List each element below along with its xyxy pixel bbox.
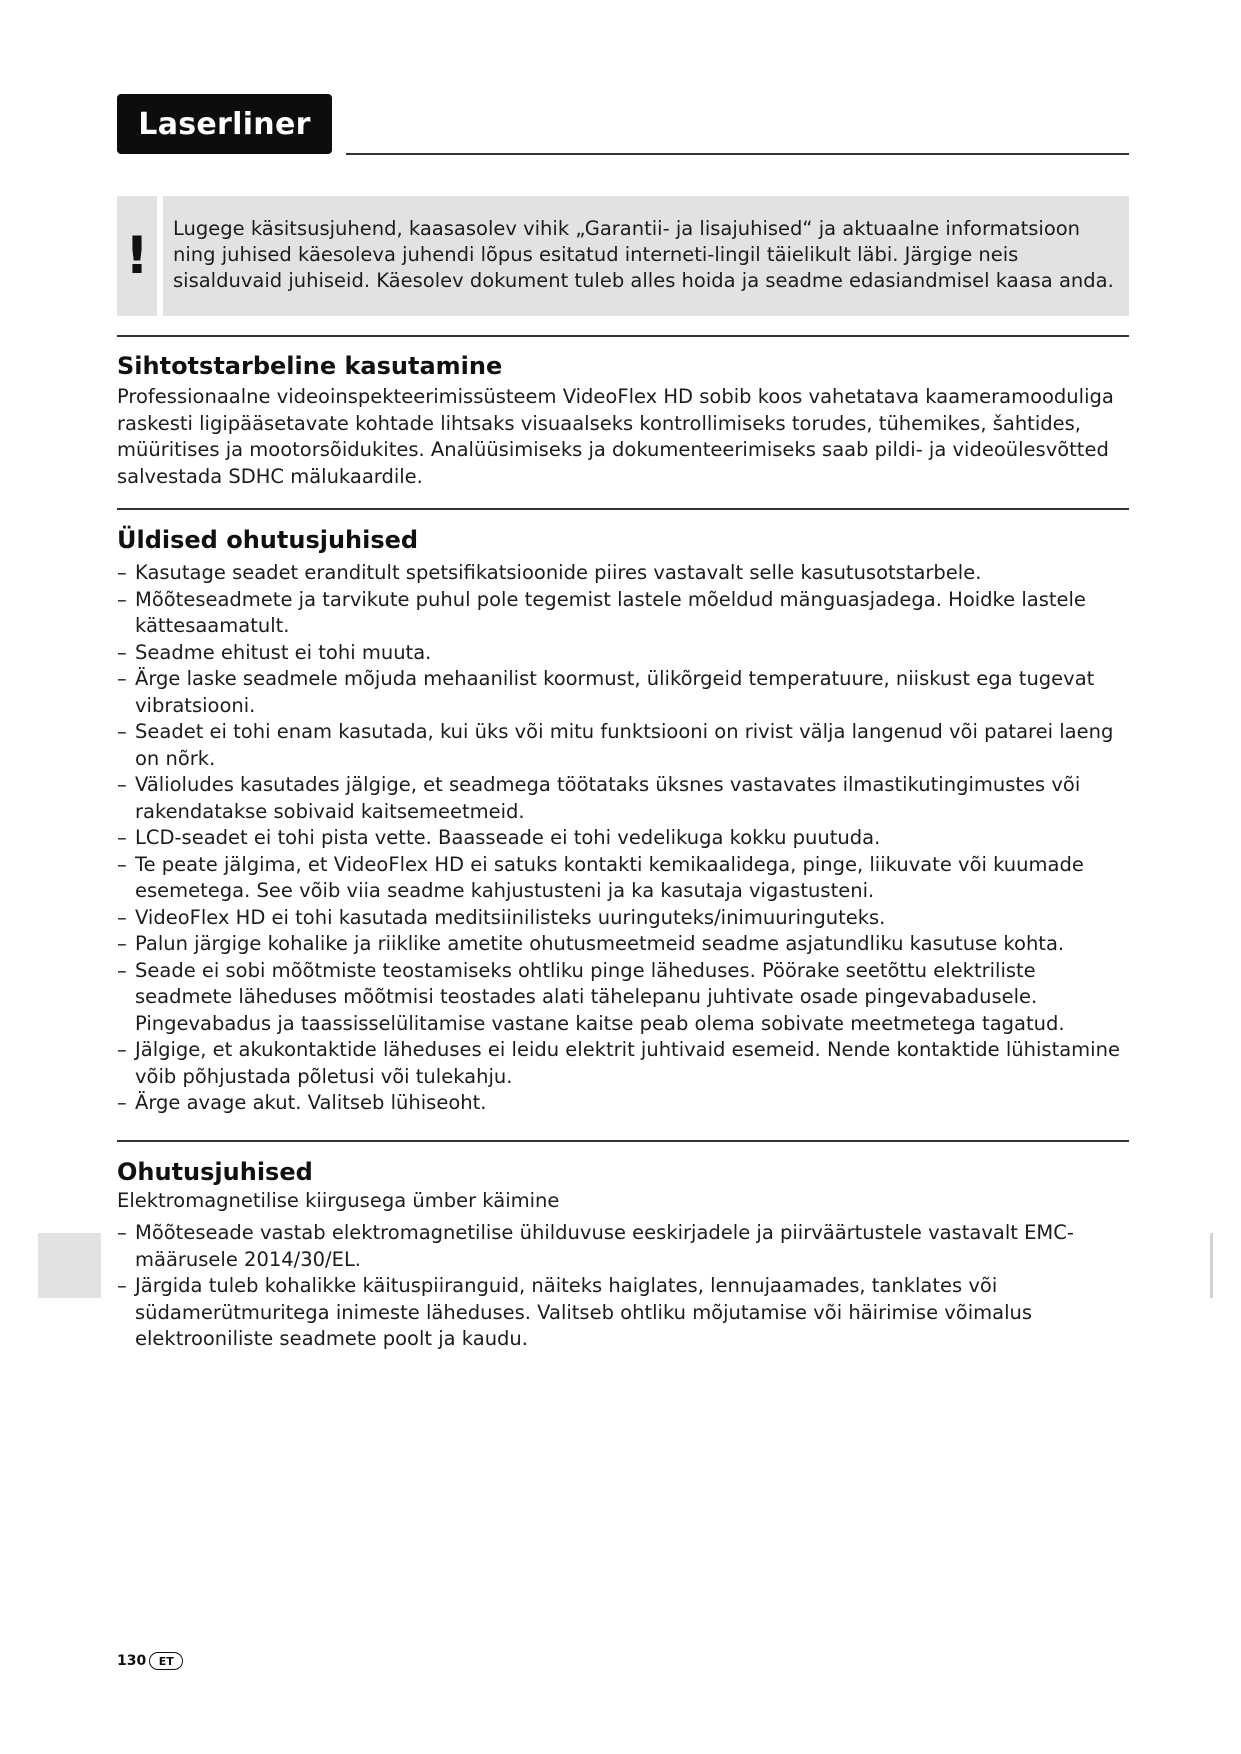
list-item: – Te peate jälgima, et VideoFlex HD ei satuks kontakti kemikaalidega, pinge, liikuvate või kuumade esemetega. See võib viia seadme kahjustusteni ja ka kasutaja vigastusteni. (117, 852, 1129, 905)
page-number: 130 (117, 1653, 147, 1669)
intended-use-section (117, 350, 1129, 490)
section-divider (117, 1140, 1129, 1142)
language-badge: ET (149, 1652, 183, 1670)
intended-use-heading: Sihtotstarbeline kasutamine (117, 352, 503, 380)
list-item: – VideoFlex HD ei tohi kasutada meditsiinilisteks uuringuteks/inimuuringuteks. (117, 905, 1129, 932)
safety-section (117, 1156, 1129, 1353)
safety-list (117, 1220, 1129, 1353)
list-item: – Ärge laske seadmele mõjuda mehaanilist koormust, ülikõrgeid temperatuure, niiskust ega tugevat vibratsiooni. (117, 666, 1129, 719)
list-item: – Järgida tuleb kohalikke käituspiiranguid, näiteks haiglates, lennujaamades, tanklates või südamerütmuritega inimeste läheduses. Valitseb ohtliku mõjutamise või häirimise võimalus elektrooniliste seadmete poolt ja kaudu. (117, 1273, 1129, 1353)
side-tab (38, 1233, 101, 1298)
general-safety-list (117, 560, 1129, 1117)
list-item: – Seadet ei tohi enam kasutada, kui üks või mitu funktsiooni on rivist välja langenud või patarei laeng on nõrk. (117, 719, 1129, 772)
general-safety-section (117, 524, 1129, 1117)
safety-heading: Ohutusjuhised (117, 1158, 313, 1186)
notice-text: Lugege käsitsusjuhend, kaasasolev vihik „Garantii- ja lisajuhised“ ja aktuaalne informatsioon ning juhised käesoleva juhendi lõpus esitatud interneti-lingil täielikult läbi. Järgige neis sisalduvaid juhiseid. Käesolev dokument tuleb alles hoida ja seadme edasiandmisel kaasa anda. (163, 196, 1129, 316)
list-item: – Seade ei sobi mõõtmiste teostamiseks ohtliku pinge läheduses. Pöörake seetõttu elektriliste seadmete läheduses mõõtmisi teostades alati tähelepanu juhtivate osade pingevabadusele. Pingevabadus ja taassisselülitamise vastane kaitse peab olema sobivate meetmetega tagatud. (117, 958, 1129, 1038)
list-item: – Ärge avage akut. Valitseb lühiseoht. (117, 1090, 1129, 1117)
list-item: – Kasutage seadet eranditult spetsifikatsioonide piires vastavalt selle kasutusotstarbele. (117, 560, 1129, 587)
page-footer (117, 1652, 183, 1670)
list-item: – Seadme ehitust ei tohi muuta. (117, 640, 1129, 667)
section-divider (117, 508, 1129, 510)
safety-subheading: Elektromagnetilise kiirgusega ümber käimine (117, 1189, 560, 1212)
laserliner-logo: Laserliner (117, 94, 332, 154)
list-item: – LCD-seadet ei tohi pista vette. Baasseade ei tohi vedelikuga kokku puutuda. (117, 825, 1129, 852)
section-divider (117, 335, 1129, 337)
notice-block (117, 196, 1129, 316)
header-rule (346, 153, 1129, 155)
exclamation-icon: ! (117, 196, 157, 316)
general-safety-heading: Üldised ohutusjuhised (117, 526, 419, 554)
list-item: – Palun järgige kohalike ja riiklike ametite ohutusmeetmeid seadme asjatundliku kasutuse kohta. (117, 931, 1129, 958)
list-item: – Jälgige, et akukontaktide läheduses ei leidu elektrit juhtivaid esemeid. Nende kontaktide lühistamine võib põhjustada põletusi või tulekahju. (117, 1037, 1129, 1090)
intended-use-text: Professionaalne videoinspekteerimissüsteem VideoFlex HD sobib koos vahetatava kaameramooduliga raskesti ligipääsetavate kohtade lihtsaks visuaalseks kontrollimiseks torudes, tühemikes, šahtides, müüritises ja mootorsõidukites. Analüüsimiseks ja dokumenteerimiseks saab pildi- ja videoülesvõtted salvestada SDHC mälukaardile. (117, 385, 1114, 488)
list-item: – Välioludes kasutades jälgige, et seadmega töötataks üksnes vastavates ilmastikutingimustes või rakendatakse sobivaid kaitsemeetmeid. (117, 772, 1129, 825)
edge-marker (1210, 1233, 1213, 1298)
list-item: – Mõõteseadmete ja tarvikute puhul pole tegemist lastele mõeldud mänguasjadega. Hoidke lastele kättesaamatult. (117, 587, 1129, 640)
list-item: – Mõõteseade vastab elektromagnetilise ühilduvuse eeskirjadele ja piirväärtustele vastavalt EMC-määrusele 2014/30/EL. (117, 1220, 1129, 1273)
